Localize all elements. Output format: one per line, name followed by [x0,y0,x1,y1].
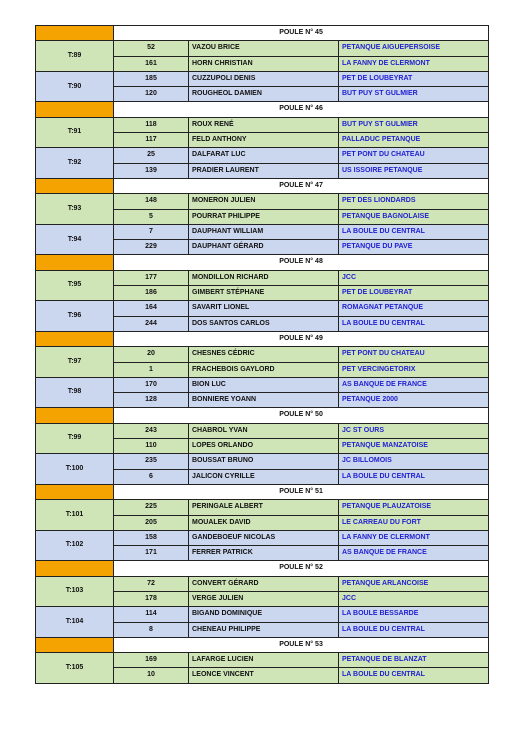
player-name: FRACHEBOIS GAYLORD [189,362,339,377]
player-club: PET VERCINGETORIX [339,362,489,377]
player-club: AS BANQUE DE FRANCE [339,546,489,561]
player-club: PETANQUE DU PAVE [339,240,489,255]
player-number: 243 [114,423,189,438]
player-row [36,530,489,545]
player-number: 186 [114,286,189,301]
player-name: POURRAT PHILIPPE [189,209,339,224]
player-number: 158 [114,530,189,545]
player-number: 148 [114,194,189,209]
terrain-label: T:90 [36,71,114,102]
player-row [36,500,489,515]
player-number: 6 [114,469,189,484]
player-number: 225 [114,500,189,515]
player-club: PET DE LOUBEYRAT [339,286,489,301]
player-name: BIGAND DOMINIQUE [189,607,339,622]
player-number: 177 [114,270,189,285]
player-name: DOS SANTOS CARLOS [189,316,339,331]
player-club: PET PONT DU CHATEAU [339,347,489,362]
poule-title: POULE N° 45 [114,26,489,41]
player-name: CUZZUPOLI DENIS [189,71,339,86]
player-club: BUT PUY ST GULMIER [339,117,489,132]
player-name: MONERON JULIEN [189,194,339,209]
player-club: PET DES LIONDARDS [339,194,489,209]
poule-title: POULE N° 51 [114,484,489,499]
player-club: PALLADUC PETANQUE [339,133,489,148]
poule-header-row [36,26,489,41]
player-club: LA FANNY DE CLERMONT [339,530,489,545]
player-number: 1 [114,362,189,377]
player-number: 25 [114,148,189,163]
poule-title: POULE N° 47 [114,178,489,193]
player-row [36,194,489,209]
terrain-label: T:96 [36,301,114,332]
player-number: 229 [114,240,189,255]
player-club: LA BOULE DU CENTRAL [339,224,489,239]
player-name: JALICON CYRILLE [189,469,339,484]
player-club: LA BOULE DU CENTRAL [339,668,489,683]
player-number: 118 [114,117,189,132]
player-number: 72 [114,576,189,591]
poule-header-row [36,102,489,117]
player-club: PETANQUE ARLANCOISE [339,576,489,591]
player-name: VAZOU BRICE [189,41,339,56]
player-row [36,224,489,239]
player-name: DAUPHANT GÉRARD [189,240,339,255]
poule-header-row [36,331,489,346]
player-row [36,576,489,591]
poule-table [35,25,489,684]
poule-title: POULE N° 46 [114,102,489,117]
player-club: AS BANQUE DE FRANCE [339,377,489,392]
terrain-label: T:92 [36,148,114,179]
poule-marker-cell [36,331,114,346]
player-name: LOPES ORLANDO [189,439,339,454]
player-number: 114 [114,607,189,622]
terrain-label: T:100 [36,454,114,485]
terrain-label: T:103 [36,576,114,607]
player-club: LA BOULE DU CENTRAL [339,469,489,484]
poule-marker-cell [36,178,114,193]
player-name: DAUPHANT WILLIAM [189,224,339,239]
player-row [36,607,489,622]
player-club: PETANQUE DE BLANZAT [339,653,489,668]
player-name: LAFARGE LUCIEN [189,653,339,668]
terrain-label: T:99 [36,423,114,454]
player-row [36,71,489,86]
player-club: PETANQUE BAGNOLAISE [339,209,489,224]
player-number: 170 [114,377,189,392]
player-number: 169 [114,653,189,668]
player-name: GIMBERT STÉPHANE [189,286,339,301]
player-row [36,117,489,132]
player-club: JCC [339,591,489,606]
poule-title: POULE N° 50 [114,408,489,423]
poule-marker-cell [36,637,114,652]
player-row [36,454,489,469]
player-name: LEONCE VINCENT [189,668,339,683]
player-name: CHABROL YVAN [189,423,339,438]
player-row [36,377,489,392]
player-name: GANDEBOEUF NICOLAS [189,530,339,545]
player-name: CONVERT GÉRARD [189,576,339,591]
terrain-label: T:101 [36,500,114,531]
player-name: BION LUC [189,377,339,392]
player-name: DALFARAT LUC [189,148,339,163]
player-club: JC ST OURS [339,423,489,438]
player-number: 110 [114,439,189,454]
player-club: PETANQUE PLAUZATOISE [339,500,489,515]
player-name: VERGE JULIEN [189,591,339,606]
player-club: BUT PUY ST GULMIER [339,87,489,102]
player-number: 205 [114,515,189,530]
player-number: 128 [114,393,189,408]
player-name: MONDILLON RICHARD [189,270,339,285]
player-name: CHESNES CÉDRIC [189,347,339,362]
player-row [36,301,489,316]
player-name: PRADIER LAURENT [189,163,339,178]
player-club: PET DE LOUBEYRAT [339,71,489,86]
terrain-label: T:91 [36,117,114,148]
player-name: PERINGALE ALBERT [189,500,339,515]
poule-header-row [36,561,489,576]
player-number: 120 [114,87,189,102]
player-club: PET PONT DU CHATEAU [339,148,489,163]
player-club: JCC [339,270,489,285]
player-row [36,41,489,56]
terrain-label: T:105 [36,653,114,684]
player-club: PETANQUE AIGUEPERSOISE [339,41,489,56]
player-club: PETANQUE MANZATOISE [339,439,489,454]
player-name: ROUGHEOL DAMIEN [189,87,339,102]
poule-marker-cell [36,484,114,499]
poule-header-row [36,637,489,652]
player-name: FELD ANTHONY [189,133,339,148]
player-number: 10 [114,668,189,683]
player-name: ROUX RENÉ [189,117,339,132]
player-club: ROMAGNAT PETANQUE [339,301,489,316]
player-row [36,653,489,668]
player-club: PETANQUE 2000 [339,393,489,408]
terrain-label: T:97 [36,347,114,378]
player-name: BOUSSAT BRUNO [189,454,339,469]
poule-header-row [36,178,489,193]
player-number: 20 [114,347,189,362]
player-number: 178 [114,591,189,606]
poule-header-row [36,484,489,499]
player-number: 52 [114,41,189,56]
player-number: 171 [114,546,189,561]
terrain-label: T:102 [36,530,114,561]
poule-title: POULE N° 52 [114,561,489,576]
player-row [36,423,489,438]
player-number: 8 [114,622,189,637]
terrain-label: T:95 [36,270,114,301]
player-number: 185 [114,71,189,86]
terrain-label: T:93 [36,194,114,225]
player-number: 161 [114,56,189,71]
poule-title: POULE N° 49 [114,331,489,346]
poule-title: POULE N° 53 [114,637,489,652]
poule-marker-cell [36,561,114,576]
poule-marker-cell [36,255,114,270]
player-name: BONNIERE YOANN [189,393,339,408]
player-club: JC BILLOMOIS [339,454,489,469]
player-number: 244 [114,316,189,331]
player-name: FERRER PATRICK [189,546,339,561]
poule-marker-cell [36,408,114,423]
terrain-label: T:89 [36,41,114,72]
terrain-label: T:98 [36,377,114,408]
terrain-label: T:104 [36,607,114,638]
player-number: 5 [114,209,189,224]
player-club: LA BOULE DU CENTRAL [339,316,489,331]
player-name: SAVARIT LIONEL [189,301,339,316]
poule-header-row [36,408,489,423]
player-name: MOUALEK DAVID [189,515,339,530]
player-name: CHENEAU PHILIPPE [189,622,339,637]
poule-marker-cell [36,26,114,41]
player-number: 139 [114,163,189,178]
player-number: 164 [114,301,189,316]
player-club: LA BOULE BESSARDE [339,607,489,622]
poule-table-body [36,26,489,684]
player-club: US ISSOIRE PETANQUE [339,163,489,178]
player-number: 117 [114,133,189,148]
poule-title: POULE N° 48 [114,255,489,270]
player-row [36,347,489,362]
poule-marker-cell [36,102,114,117]
player-row [36,148,489,163]
player-club: LE CARREAU DU FORT [339,515,489,530]
terrain-label: T:94 [36,224,114,255]
player-row [36,270,489,285]
player-name: HORN CHRISTIAN [189,56,339,71]
player-number: 7 [114,224,189,239]
player-club: LA FANNY DE CLERMONT [339,56,489,71]
player-club: LA BOULE DU CENTRAL [339,622,489,637]
player-number: 235 [114,454,189,469]
poule-header-row [36,255,489,270]
